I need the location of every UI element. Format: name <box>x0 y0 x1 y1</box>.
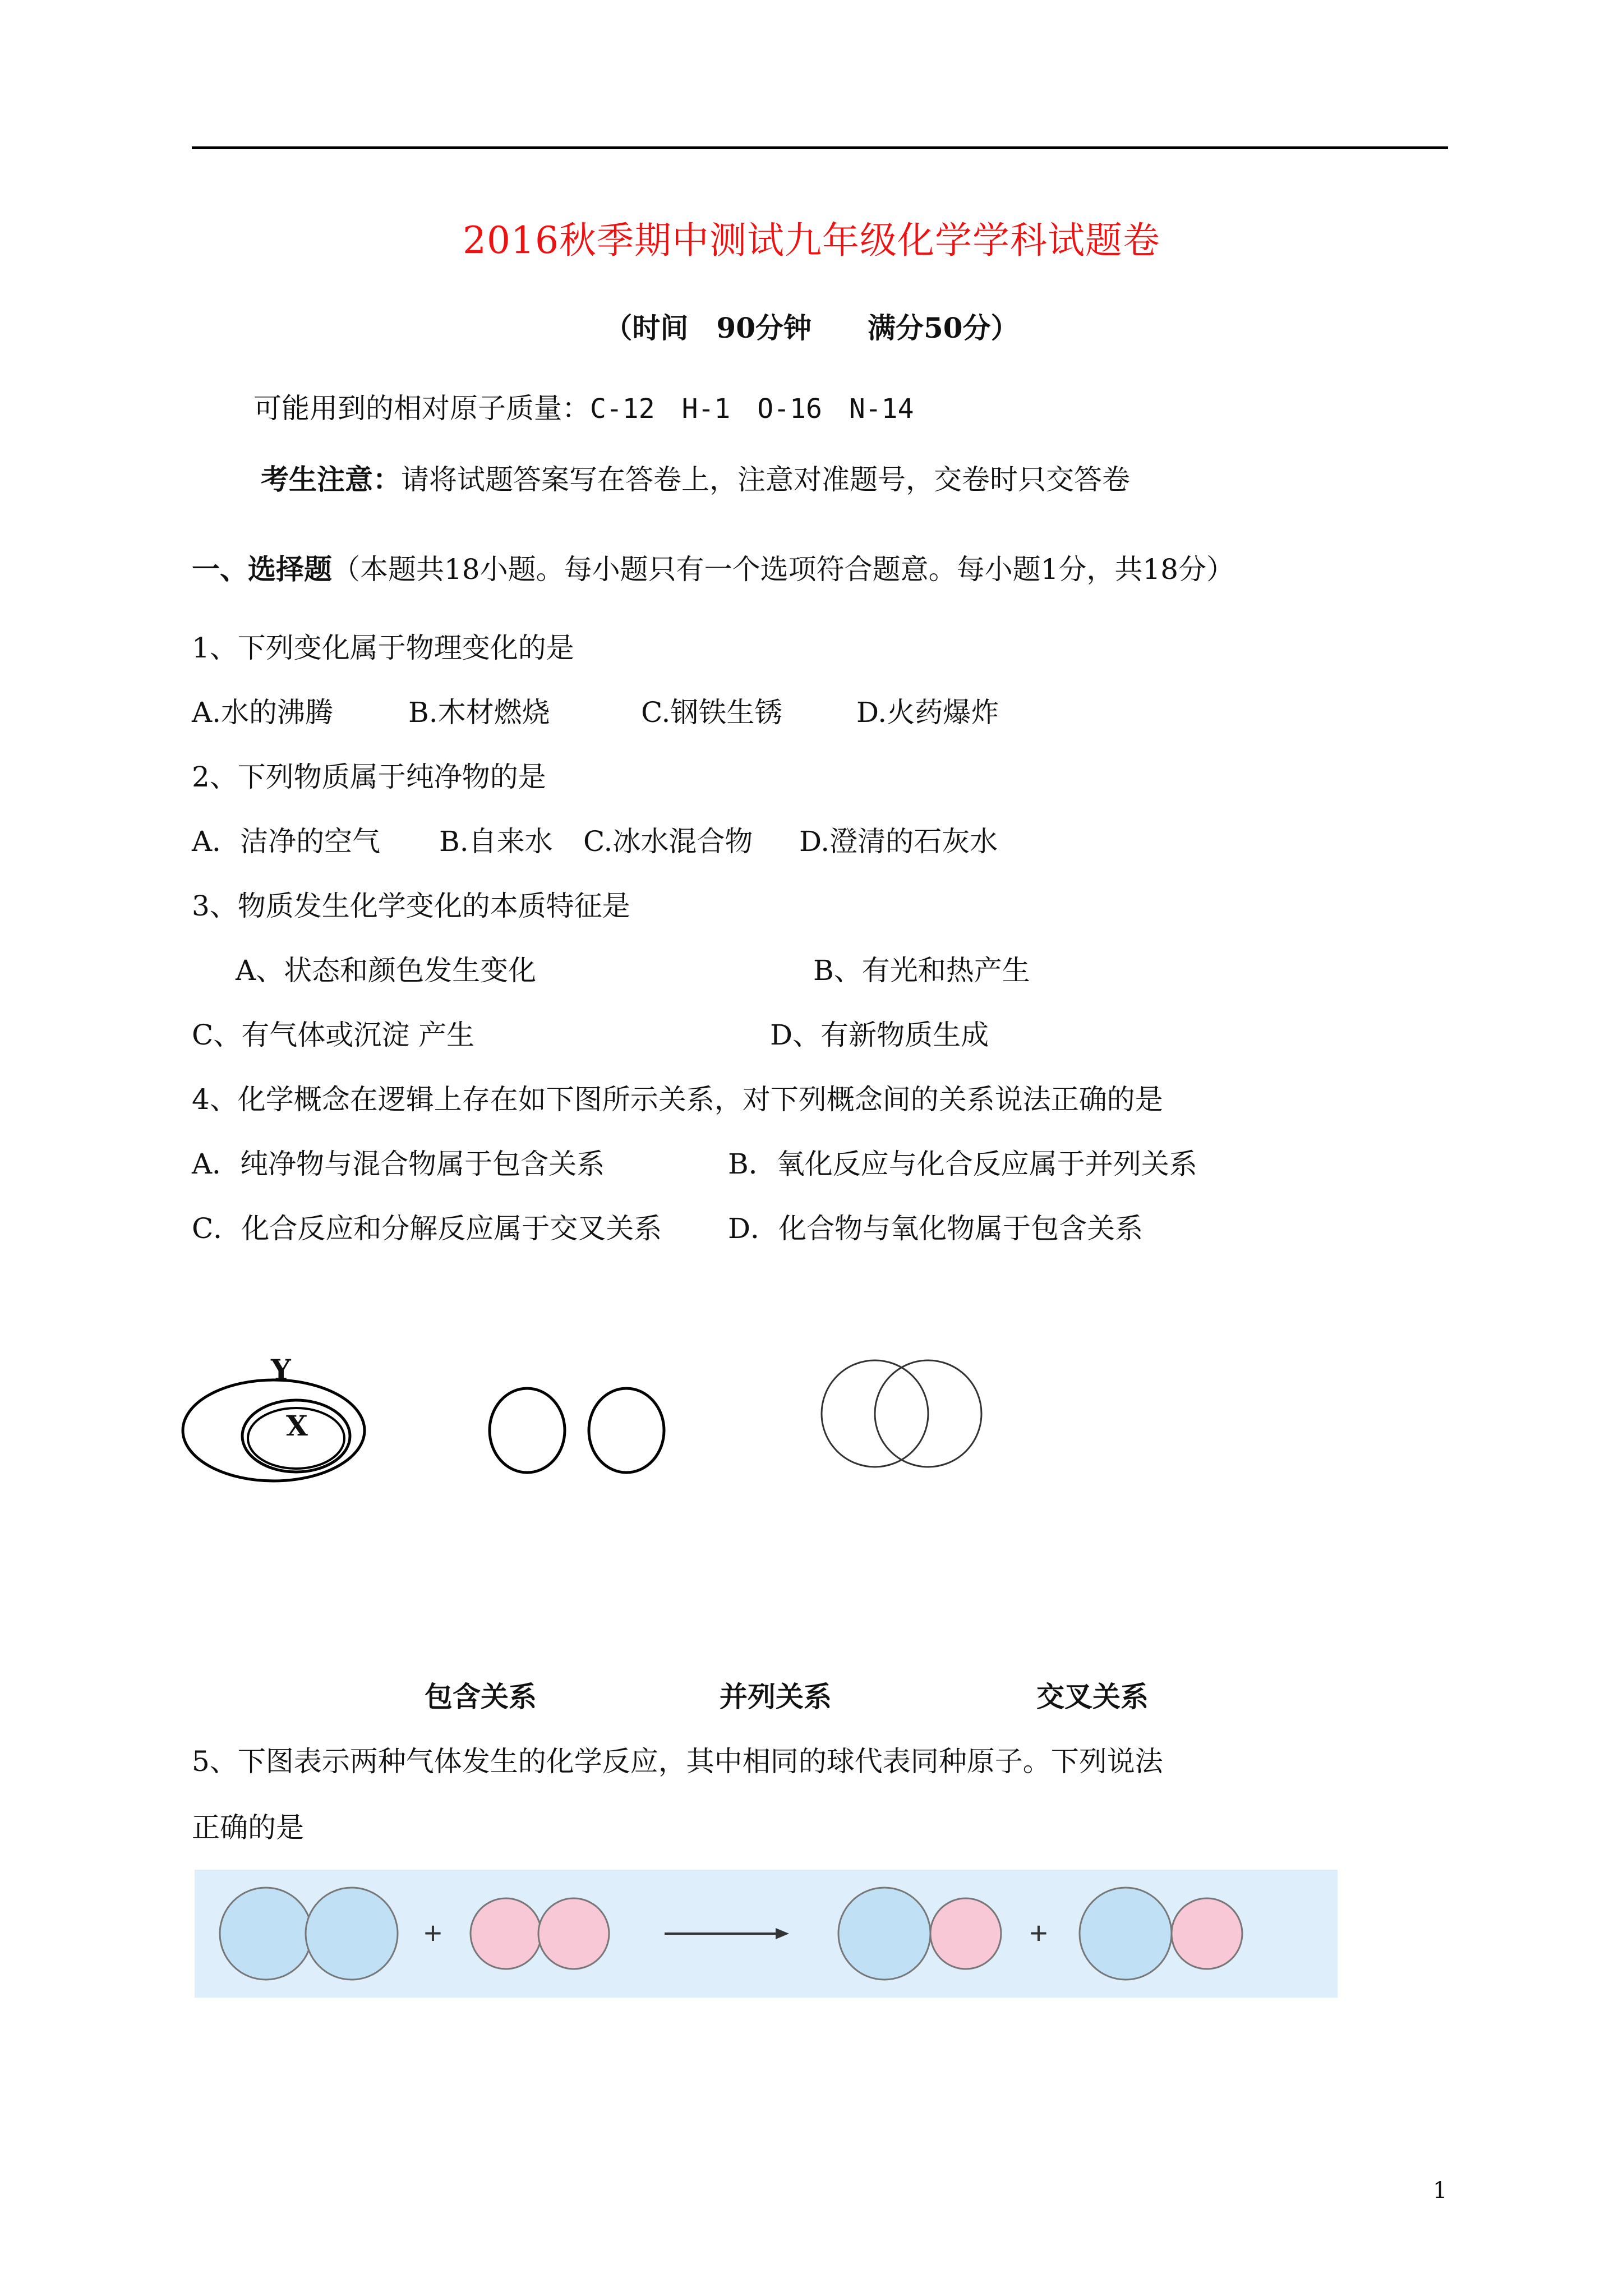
exam-subtitle: （时间 90分钟 满分50分） <box>604 311 1019 344</box>
pink-atom <box>1172 1898 1242 1969</box>
pink-atom <box>538 1898 609 1969</box>
atomic-mass-values: C-12 H-1 O-16 N-14 <box>590 393 914 425</box>
exam-title: 2016秋季期中测试九年级化学学科试题卷 <box>463 219 1160 262</box>
product-molecule-1 <box>838 1888 1001 1980</box>
reaction-diagram <box>195 1870 1338 1998</box>
containment-diagram <box>183 1380 365 1481</box>
q4-option-a: A．纯净物与混合物属于包含关系 <box>192 1148 605 1180</box>
page-number: 1 <box>1433 2178 1447 2203</box>
pink-atom <box>930 1898 1001 1969</box>
q3-option-c: C、有气体或沉淀 产生 <box>192 1019 475 1051</box>
parallel-circle-right <box>589 1388 664 1473</box>
plus-sign-2: + <box>1029 1915 1048 1950</box>
q4-option-b: B．氧化反应与化合反应属于并列关系 <box>728 1148 1197 1180</box>
section-heading-label: 一、选择题 <box>192 553 332 586</box>
pink-atom <box>471 1898 541 1969</box>
product-molecule-2 <box>1080 1888 1242 1980</box>
pink-molecule-reactant <box>471 1898 609 1969</box>
caption-containment: 包含关系 <box>425 1680 537 1713</box>
reaction-arrow <box>665 1928 789 1939</box>
q2-option-c: C.冰水混合物 <box>583 825 753 858</box>
blue-atom <box>1080 1888 1172 1980</box>
plus-sign-1: + <box>423 1915 442 1950</box>
venn-label-x: X <box>286 1409 308 1442</box>
q1-option-a: A.水的沸腾 <box>192 696 334 729</box>
blue-atom <box>306 1888 398 1980</box>
blue-atom <box>220 1888 312 1980</box>
parallel-circle-left <box>490 1388 565 1473</box>
q2-option-b: B.自来水 <box>439 825 553 858</box>
parallel-diagram <box>490 1388 664 1473</box>
atomic-mass-line <box>253 386 914 426</box>
question-5-stem-line2: 正确的是 <box>192 1811 304 1844</box>
notice-label: 考生注意： <box>261 463 401 496</box>
blue-atom <box>838 1888 930 1980</box>
q2-option-a: A．洁净的空气 <box>192 825 381 858</box>
exam-notice <box>261 457 1130 498</box>
q4-option-d: D．化合物与氧化物属于包含关系 <box>728 1212 1144 1245</box>
atomic-mass-label: 可能用到的相对原子质量： <box>253 392 590 425</box>
question-4-stem: 4、化学概念在逻辑上存在如下图所示关系，对下列概念间的关系说法正确的是 <box>192 1083 1163 1116</box>
section-description: （本题共18小题。每小题只有一个选项符合题意。每小题1分，共18分） <box>332 553 1235 586</box>
notice-text: 请将试题答案写在答卷上，注意对准题号，交卷时只交答卷 <box>401 463 1130 496</box>
venn-diagrams <box>0 1318 1623 1543</box>
question-1-stem: 1、下列变化属于物理变化的是 <box>192 632 574 664</box>
caption-parallel: 并列关系 <box>720 1680 832 1713</box>
question-2-stem: 2、下列物质属于纯净物的是 <box>192 761 546 793</box>
header-rule <box>192 146 1448 149</box>
q3-option-d: D、有新物质生成 <box>770 1019 989 1051</box>
q3-option-b: B、有光和热产生 <box>813 954 1030 987</box>
caption-intersection: 交叉关系 <box>1036 1680 1149 1713</box>
intersection-diagram <box>822 1360 981 1467</box>
q3-option-a: A、状态和颜色发生变化 <box>236 954 537 987</box>
question-3-stem: 3、物质发生化学变化的本质特征是 <box>192 890 630 922</box>
q1-option-b: B.木材燃烧 <box>408 696 550 729</box>
q4-option-c: C．化合反应和分解反应属于交叉关系 <box>192 1212 662 1245</box>
section-heading <box>192 547 1234 587</box>
venn-label-y: Y <box>271 1353 291 1386</box>
question-5-stem-line1: 5、下图表示两种气体发生的化学反应，其中相同的球代表同种原子。下列说法 <box>192 1745 1163 1778</box>
blue-molecule-reactant <box>220 1888 398 1980</box>
q1-option-c: C.钢铁生锈 <box>641 696 783 729</box>
q2-option-d: D.澄清的石灰水 <box>799 825 998 858</box>
q1-option-d: D.火药爆炸 <box>856 696 999 729</box>
